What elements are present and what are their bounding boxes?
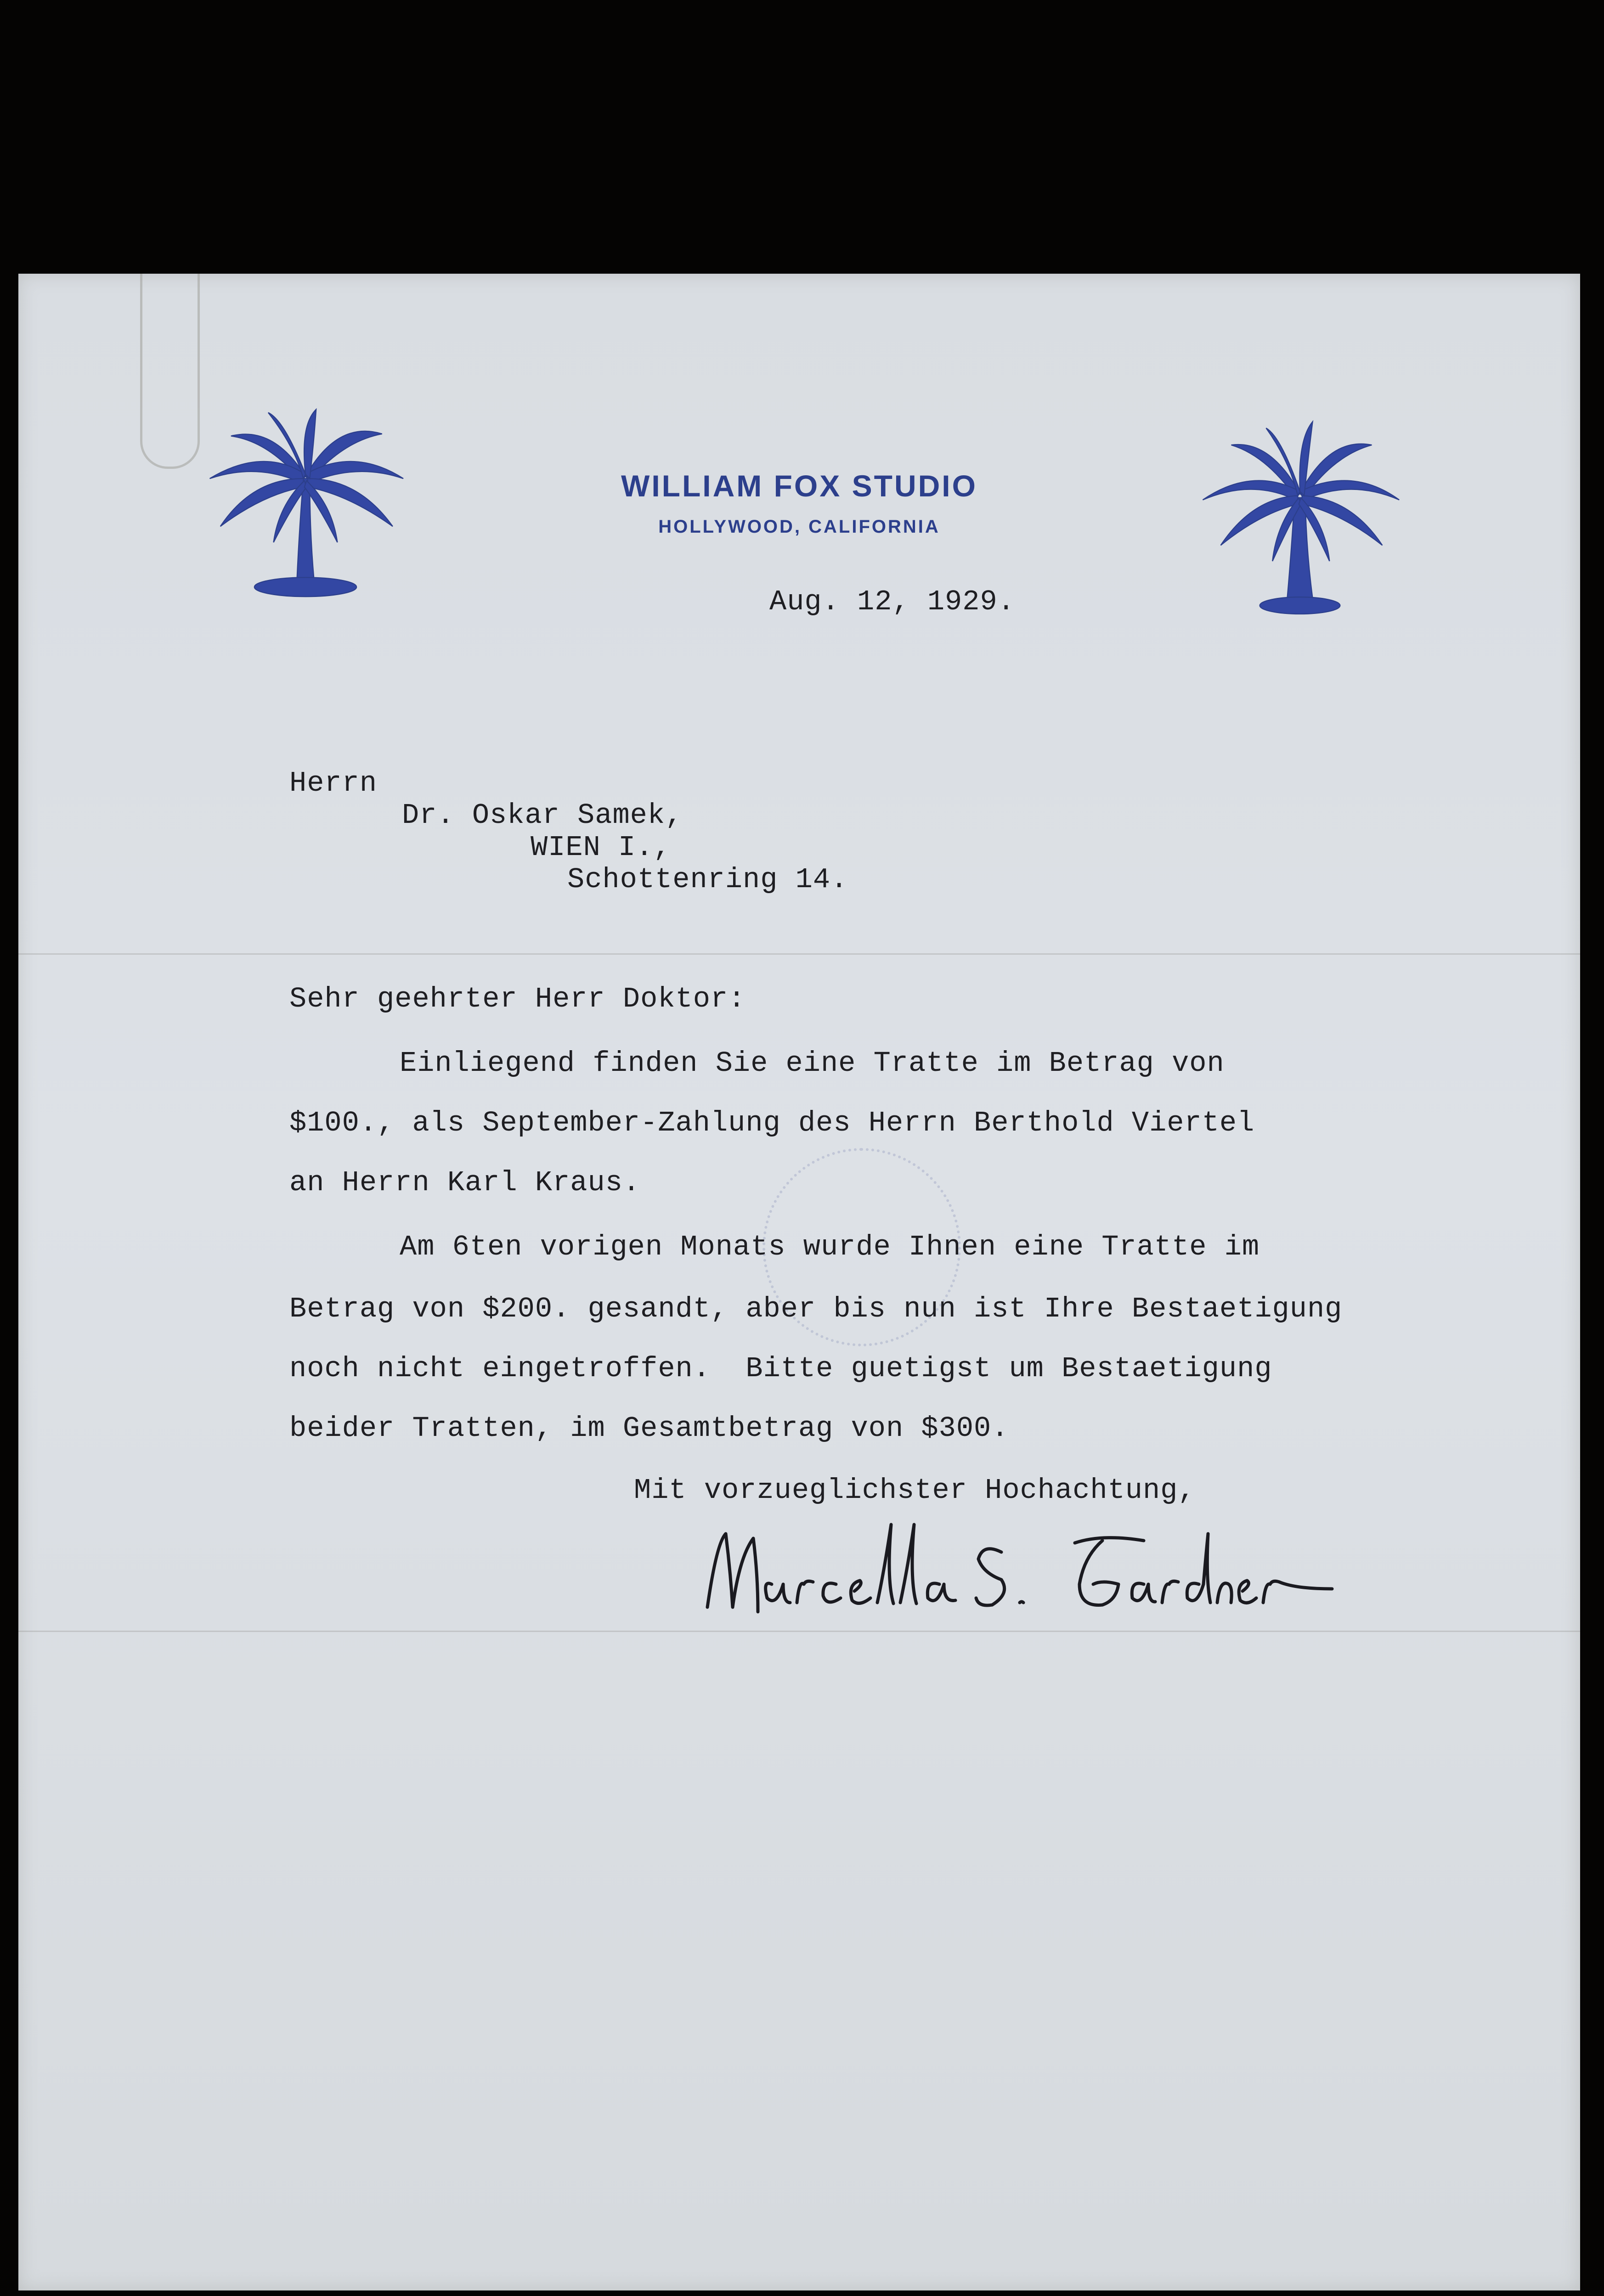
body-line: Am 6ten vorigen Monats wurde Ihnen eine Tratte im	[400, 1231, 1260, 1263]
body-line: noch nicht eingetroffen. Bitte guetigst um Bestaetigung	[289, 1352, 1272, 1385]
recipient-street: Schottenring 14.	[567, 863, 848, 896]
fold-line	[18, 953, 1580, 955]
body-line: an Herrn Karl Kraus.	[289, 1166, 641, 1199]
body-line: $100., als September-Zahlung des Herrn Berthold Viertel	[289, 1107, 1255, 1139]
recipient-name: Dr. Oskar Samek,	[402, 799, 683, 832]
recipient-salutation: Herrn	[289, 767, 378, 799]
greeting: Sehr geehrter Herr Doktor:	[289, 983, 746, 1015]
body-line: Einliegend finden Sie eine Tratte im Betrag von	[400, 1047, 1225, 1080]
body-line: beider Tratten, im Gesamtbetrag von $300.	[289, 1412, 1009, 1445]
closing: Mit vorzueglichster Hochachtung,	[634, 1474, 1196, 1507]
handwritten-signature	[689, 1515, 1350, 1635]
letter-date: Aug. 12, 1929.	[769, 585, 1015, 618]
palm-tree-icon	[198, 404, 413, 606]
body-line: Betrag von $200. gesandt, aber bis nun ist Ihre Bestaetigung	[289, 1293, 1343, 1325]
letterhead-title: WILLIAM FOX STUDIO	[621, 469, 977, 503]
recipient-city: WIEN I.,	[531, 831, 671, 864]
letterhead-subtitle: HOLLYWOOD, CALIFORNIA	[658, 517, 940, 537]
palm-tree-icon	[1194, 413, 1406, 625]
paper-clip-mark	[140, 274, 200, 469]
